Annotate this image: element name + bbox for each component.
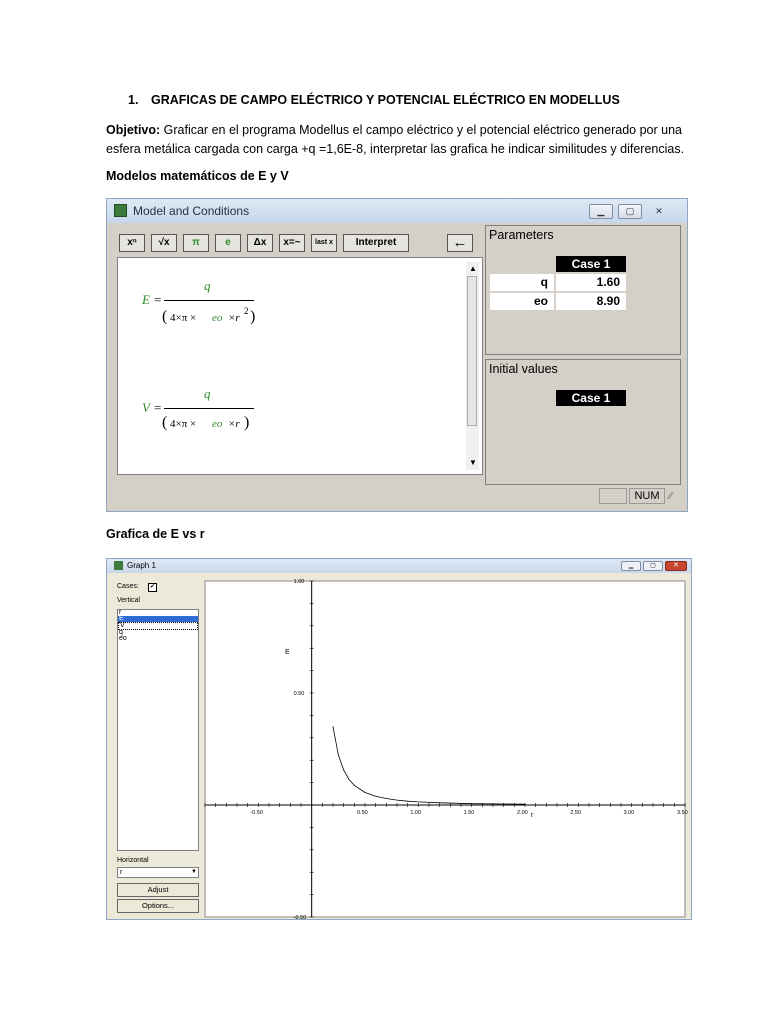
horizontal-label: Horizontal (117, 857, 149, 864)
options-button[interactable]: Options... (117, 899, 199, 913)
power-button[interactable]: xⁿ (119, 234, 145, 252)
assign-button[interactable]: x=~ (279, 234, 305, 252)
equation-editor[interactable] (117, 257, 483, 475)
param-q-value[interactable]: 1.60 (556, 274, 626, 291)
e-denominator-pre: 4×π × (170, 312, 197, 324)
data-point (525, 804, 526, 805)
e-numerator: q (204, 278, 211, 293)
v-denominator-post: ×r (228, 418, 240, 430)
y-tick-label: 1.00 (293, 579, 305, 585)
model-window-title: Model and Conditions (133, 204, 250, 218)
status-cell-empty (599, 488, 627, 504)
models-heading: Modelos matemáticos de E y V (106, 169, 289, 183)
page-heading: GRAFICAS DE CAMPO ELÉCTRICO Y POTENCIAL ELÉCTRICO EN MODELLUS (151, 93, 620, 107)
y-axis-label: E (285, 649, 290, 656)
objective-label: Objetivo: (106, 123, 161, 137)
delta-button[interactable]: Δx (247, 234, 273, 252)
parameters-title: Parameters (489, 228, 554, 242)
data-point (375, 796, 376, 797)
graph-heading: Grafica de E vs r (106, 527, 205, 541)
x-axis-label: r (531, 812, 534, 819)
objective-paragraph (106, 121, 706, 159)
graph-close-button[interactable]: ✕ (665, 561, 687, 571)
e-equals: = (154, 292, 162, 307)
vertical-label: Vertical (117, 597, 140, 604)
v-left-paren: ( (162, 414, 168, 431)
initial-values-case-header: Case 1 (556, 390, 626, 406)
vertical-item-r[interactable]: r (119, 609, 122, 616)
data-point (386, 798, 387, 799)
equation-scrollbar[interactable] (466, 262, 479, 470)
chevron-down-icon[interactable]: ▼ (191, 869, 197, 875)
e-left-paren: ( (162, 308, 168, 325)
graph-window-title: Graph 1 (127, 561, 156, 570)
v-right-paren: ) (244, 414, 250, 431)
e-vs-r-plot[interactable] (205, 579, 688, 921)
adjust-button[interactable]: Adjust (117, 883, 199, 897)
e-right-paren: ) (250, 308, 256, 325)
e-exponent: 2 (244, 306, 249, 316)
e-denominator-eo: eo (212, 312, 223, 324)
scroll-thumb[interactable] (467, 276, 477, 426)
parameters-case-header: Case 1 (556, 256, 626, 272)
resize-grip-icon[interactable]: ⁄⁄ (669, 491, 673, 502)
y-tick-label: 0.50 (293, 691, 305, 697)
data-point (418, 801, 419, 802)
data-point (471, 803, 472, 804)
x-tick-label: 1.50 (463, 810, 475, 816)
data-point (397, 800, 398, 801)
last-button[interactable]: last x (311, 234, 337, 252)
pi-button[interactable]: π (183, 234, 209, 252)
data-point (338, 754, 339, 755)
graph-app-icon (114, 561, 123, 570)
vertical-item-e[interactable]: E (118, 616, 198, 622)
graph-window (106, 558, 692, 920)
v-denominator-pre: 4×π × (170, 418, 197, 430)
data-point (439, 802, 440, 803)
v-fraction-bar (164, 408, 254, 409)
v-lhs: V (142, 400, 150, 415)
x-tick-label: -0.50 (250, 810, 263, 816)
status-num: NUM (629, 488, 665, 504)
e-denominator-post: ×r (228, 312, 240, 324)
vertical-item-v[interactable]: V (118, 622, 198, 630)
initial-values-title: Initial values (489, 362, 558, 376)
x-tick-label: 0.50 (357, 810, 368, 816)
graph-maximize-button[interactable]: ▢ (643, 561, 663, 571)
heading-number: 1. (128, 93, 139, 107)
vertical-item-eo[interactable]: eo (119, 635, 127, 642)
scroll-up-arrow-icon[interactable]: ▲ (469, 264, 477, 273)
param-eo-name: eo (490, 293, 554, 310)
x-tick-label: 2.50 (570, 810, 582, 816)
horizontal-select[interactable] (117, 867, 199, 878)
maximize-button[interactable]: ▢ (618, 204, 642, 219)
data-point (349, 779, 350, 780)
v-denominator-eo: eo (212, 418, 223, 430)
scroll-down-arrow-icon[interactable]: ▼ (469, 458, 477, 467)
v-numerator: q (204, 386, 211, 401)
model-window (106, 198, 688, 512)
vertical-item-q[interactable]: q (119, 629, 123, 636)
data-point (343, 770, 344, 771)
horizontal-select-value: r (120, 869, 123, 876)
close-button[interactable]: ✕ (655, 206, 663, 216)
graph-titlebar (107, 559, 691, 573)
initial-values-panel (485, 359, 681, 485)
back-arrow-button[interactable]: ← (447, 234, 473, 252)
objective-line-2: esfera metálica cargada con carga +q =1,6E-8, interpretar las grafica he indicar similitudes y diferencias. (106, 142, 685, 156)
e-fraction-bar (164, 300, 254, 301)
v-equals: = (154, 400, 162, 415)
param-q-name: q (490, 274, 554, 291)
cases-label: Cases: (117, 583, 139, 590)
parameters-panel (485, 225, 681, 355)
plot-background (205, 581, 685, 917)
data-point (407, 801, 408, 802)
model-titlebar (107, 199, 687, 223)
sqrt-button[interactable]: √x (151, 234, 177, 252)
x-tick-label: 1.00 (410, 810, 422, 816)
e-button[interactable]: e (215, 234, 241, 252)
minimize-button[interactable]: ▁ (589, 204, 613, 219)
param-eo-value[interactable]: 8.90 (556, 293, 626, 310)
graph-minimize-button[interactable]: ▁ (621, 561, 641, 571)
data-point (354, 785, 355, 786)
cases-checkbox[interactable]: ✔ (149, 584, 156, 590)
objective-line-1: Graficar en el programa Modellus el campo eléctrico y el potencial eléctrico generado por una (160, 123, 682, 137)
vertical-listbox[interactable] (117, 609, 199, 851)
y-tick-label: -0.50 (293, 915, 307, 921)
interpret-button[interactable]: Interpret (343, 234, 409, 252)
x-tick-label: 2.00 (517, 810, 528, 816)
e-lhs: E (142, 292, 150, 307)
x-tick-label: 3.00 (623, 810, 635, 816)
data-point (333, 726, 334, 727)
modellus-app-icon (114, 204, 127, 217)
x-tick-label: 3.50 (677, 810, 688, 816)
data-point (365, 792, 366, 793)
